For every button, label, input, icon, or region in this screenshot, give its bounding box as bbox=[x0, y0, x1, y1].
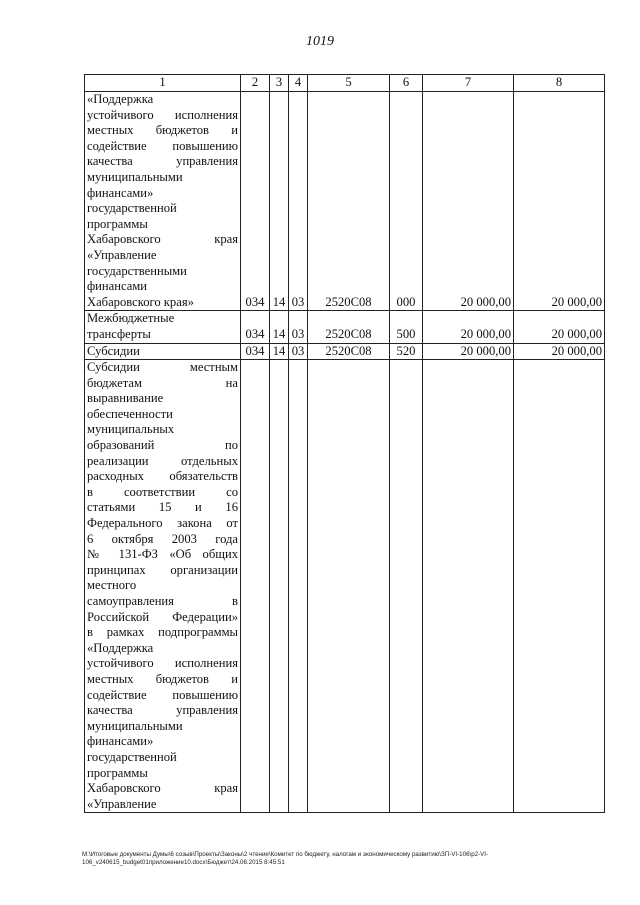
cell-section: 14 bbox=[270, 343, 289, 360]
row-description bbox=[85, 92, 241, 311]
description-line: местных бюджетов и bbox=[87, 123, 238, 138]
cell-target-article: 2520С08 bbox=[308, 343, 390, 360]
description-line: «Поддержка bbox=[87, 640, 154, 655]
cell-amount-1 bbox=[423, 360, 514, 813]
cell-ministry: 034 bbox=[241, 311, 270, 343]
description-line: 6 октября 2003 года bbox=[87, 531, 238, 546]
description-line: образований по bbox=[87, 438, 238, 453]
row-description bbox=[85, 360, 241, 813]
description-line: «Управление bbox=[87, 796, 157, 811]
table-header-row bbox=[85, 75, 605, 92]
cell-subsection: 03 bbox=[289, 92, 308, 311]
description-line: № 131-ФЗ «Об общих bbox=[87, 547, 238, 562]
cell-section bbox=[270, 360, 289, 813]
cell-amount-2: 20 000,00 bbox=[514, 92, 605, 311]
description-line: в соответствии со bbox=[87, 484, 238, 499]
cell-subsection: 03 bbox=[289, 343, 308, 360]
description-line: Субсидии bbox=[87, 343, 140, 358]
description-line: статьями 15 и 16 bbox=[87, 500, 238, 515]
description-line: качества управления bbox=[87, 154, 238, 169]
header-cell: 8 bbox=[514, 75, 605, 92]
budget-table bbox=[84, 74, 605, 813]
description-line: устойчивого исполнения bbox=[87, 107, 238, 122]
description-line: устойчивого исполнения bbox=[87, 656, 238, 671]
description-line: расходных обязательств bbox=[87, 469, 238, 484]
description-line: качества управления bbox=[87, 703, 238, 718]
description-line: в рамках подпрограммы bbox=[87, 625, 238, 640]
cell-section: 14 bbox=[270, 311, 289, 343]
cell-amount-1: 20 000,00 bbox=[423, 311, 514, 343]
cell-target-article bbox=[308, 360, 390, 813]
cell-ministry: 034 bbox=[241, 343, 270, 360]
description-line: государственными bbox=[87, 263, 187, 278]
description-line: содействие повышению bbox=[87, 138, 238, 153]
header-cell: 7 bbox=[423, 75, 514, 92]
header-cell: 6 bbox=[390, 75, 423, 92]
description-line: финансами bbox=[87, 279, 148, 294]
cell-section: 14 bbox=[270, 92, 289, 311]
description-line: содействие повышению bbox=[87, 687, 238, 702]
description-line: Хабаровского края bbox=[87, 232, 238, 247]
description-line: финансами» bbox=[87, 734, 154, 749]
cell-amount-2 bbox=[514, 360, 605, 813]
description-line: Субсидии местным bbox=[87, 360, 238, 375]
description-line: «Управление bbox=[87, 247, 157, 262]
row-description bbox=[85, 311, 241, 343]
cell-expense-type: 000 bbox=[390, 92, 423, 311]
cell-amount-2: 20 000,00 bbox=[514, 311, 605, 343]
description-line: Хабаровского края bbox=[87, 781, 238, 796]
cell-target-article: 2520С08 bbox=[308, 92, 390, 311]
footer-line: 106_v240615_budget01приложение10.docx\Бюджет\24.06.2015 8:45:51 bbox=[82, 859, 285, 866]
description-line: Межбюджетные bbox=[87, 311, 175, 326]
cell-amount-2: 20 000,00 bbox=[514, 343, 605, 360]
description-line: местных бюджетов и bbox=[87, 671, 238, 686]
description-line: государственной bbox=[87, 749, 177, 764]
table-row bbox=[85, 343, 605, 360]
description-line: реализации отдельных bbox=[87, 453, 238, 468]
description-line: финансами» bbox=[87, 185, 154, 200]
table-row bbox=[85, 311, 605, 343]
table-row bbox=[85, 360, 605, 813]
description-line: программы bbox=[87, 216, 148, 231]
description-line: программы bbox=[87, 765, 148, 780]
description-line: государственной bbox=[87, 201, 177, 216]
description-line: местного bbox=[87, 578, 137, 593]
description-line: обеспеченности bbox=[87, 406, 173, 421]
description-line: трансферты bbox=[87, 326, 151, 341]
cell-ministry: 034 bbox=[241, 92, 270, 311]
footer-line: М:\Итоговые документы Думы\6 созыв\Проекты\Законы\2 чтение\Комитет по бюджету, налогам и экономическому развитию\ЗП-VI-106\р2-VI- bbox=[82, 851, 489, 858]
description-line: «Поддержка bbox=[87, 92, 154, 106]
cell-amount-1: 20 000,00 bbox=[423, 343, 514, 360]
cell-expense-type bbox=[390, 360, 423, 813]
header-cell: 2 bbox=[241, 75, 270, 92]
description-line: Хабаровского края» bbox=[87, 294, 194, 309]
cell-subsection bbox=[289, 360, 308, 813]
header-cell: 3 bbox=[270, 75, 289, 92]
cell-target-article: 2520С08 bbox=[308, 311, 390, 343]
file-path-footer bbox=[82, 851, 602, 867]
cell-amount-1: 20 000,00 bbox=[423, 92, 514, 311]
page-number: 1019 bbox=[306, 34, 334, 49]
cell-expense-type: 500 bbox=[390, 311, 423, 343]
description-line: выравнивание bbox=[87, 391, 164, 406]
description-line: муниципальными bbox=[87, 169, 183, 184]
header-cell: 5 bbox=[308, 75, 390, 92]
description-line: бюджетам на bbox=[87, 375, 238, 390]
description-line: муниципальных bbox=[87, 422, 175, 437]
row-description bbox=[85, 343, 241, 360]
description-line: Федерального закона от bbox=[87, 516, 238, 531]
description-line: самоуправления в bbox=[87, 594, 238, 608]
cell-ministry bbox=[241, 360, 270, 813]
table-row bbox=[85, 92, 605, 311]
description-line: принципах организации bbox=[87, 562, 238, 577]
cell-expense-type: 520 bbox=[390, 343, 423, 360]
description-line: муниципальными bbox=[87, 718, 183, 733]
cell-subsection: 03 bbox=[289, 311, 308, 343]
description-line: Российской Федерации» bbox=[87, 609, 238, 624]
header-cell: 4 bbox=[289, 75, 308, 92]
header-cell: 1 bbox=[85, 75, 241, 92]
